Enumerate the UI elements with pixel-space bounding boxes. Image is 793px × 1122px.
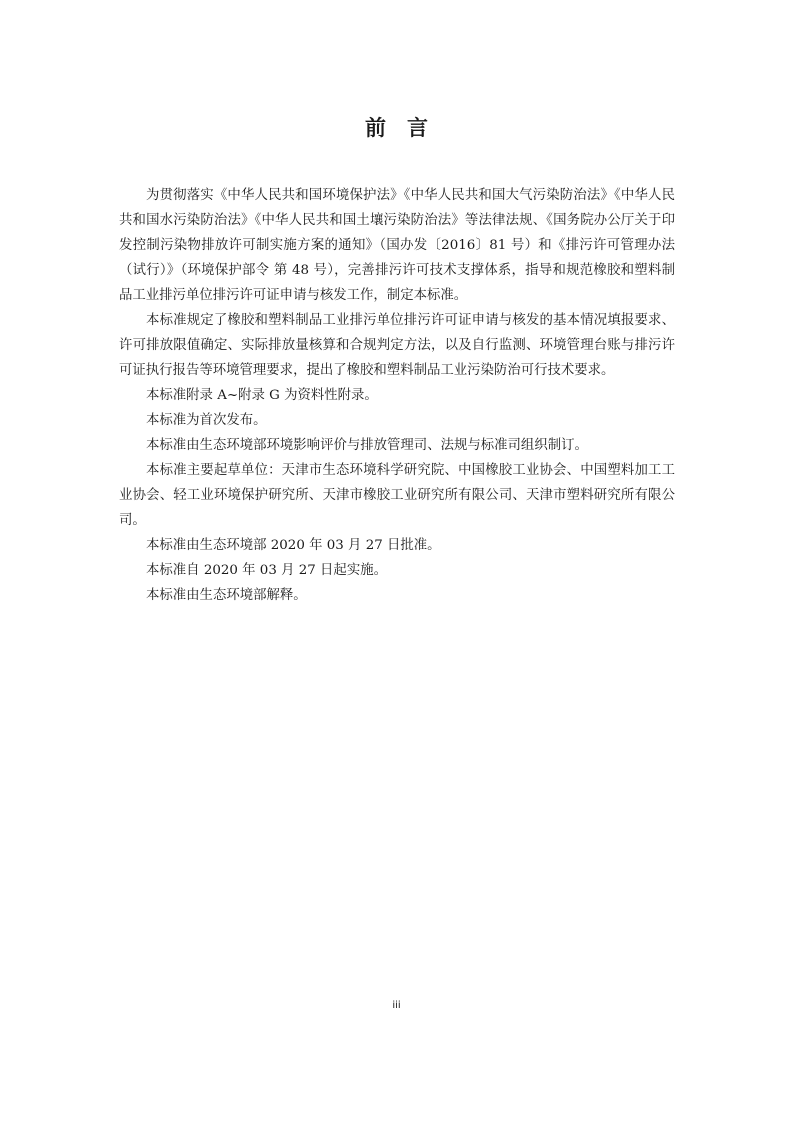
paragraph-policy-basis: 为贯彻落实《中华人民共和国环境保护法》《中华人民共和国大气污染防治法》《中华人民共和国水污染防治法》《中华人民共和国土壤污染防治法》等法律法规、《国务院办公厅关于印发控制污染物排放许可制实施方案的通知》（国办发〔2016〕81 号）和《排污许可管理办法（试行）》（环境保护部令 第 48 号），完善排污许可技术支撑体系，指导和规范橡胶和塑料制品工业排污单位排污许可证申请与核发工作，制定本标准。 — [119, 188, 675, 303]
paragraph-scope: 本标准规定了橡胶和塑料制品工业排污单位排污许可证申请与核发的基本情况填报要求、许可排放限值确定、实际排放量核算和合规判定方法，以及自行监测、环境管理台账与排污许可证执行报告等环境管理要求，提出了橡胶和塑料制品工业污染防治可行技术要求。 — [119, 313, 675, 378]
paragraph-drafting-units: 本标准主要起草单位：天津市生态环境科学研究院、中国橡胶工业协会、中国塑料加工工业协会、轻工业环境保护研究所、天津市橡胶工业研究所有限公司、天津市塑料研究所有限公司。 — [119, 463, 675, 528]
page-number: iii — [392, 1000, 401, 1011]
paragraph-appendix-note: 本标准附录 A~附录 G 为资料性附录。 — [146, 388, 378, 403]
paragraph-organizer: 本标准由生态环境部环境影响评价与排放管理司、法规与标准司组织制订。 — [146, 438, 588, 453]
paragraph-approval-date: 本标准由生态环境部 2020 年 03 月 27 日批准。 — [146, 538, 441, 553]
paragraph-first-release: 本标准为首次发布。 — [146, 413, 267, 428]
paragraph-effective-date: 本标准自 2020 年 03 月 27 日起实施。 — [146, 563, 387, 578]
page-title: 前 言 — [365, 115, 428, 140]
foreword-body — [119, 183, 675, 608]
paragraph-interpretation: 本标准由生态环境部解释。 — [146, 588, 307, 603]
